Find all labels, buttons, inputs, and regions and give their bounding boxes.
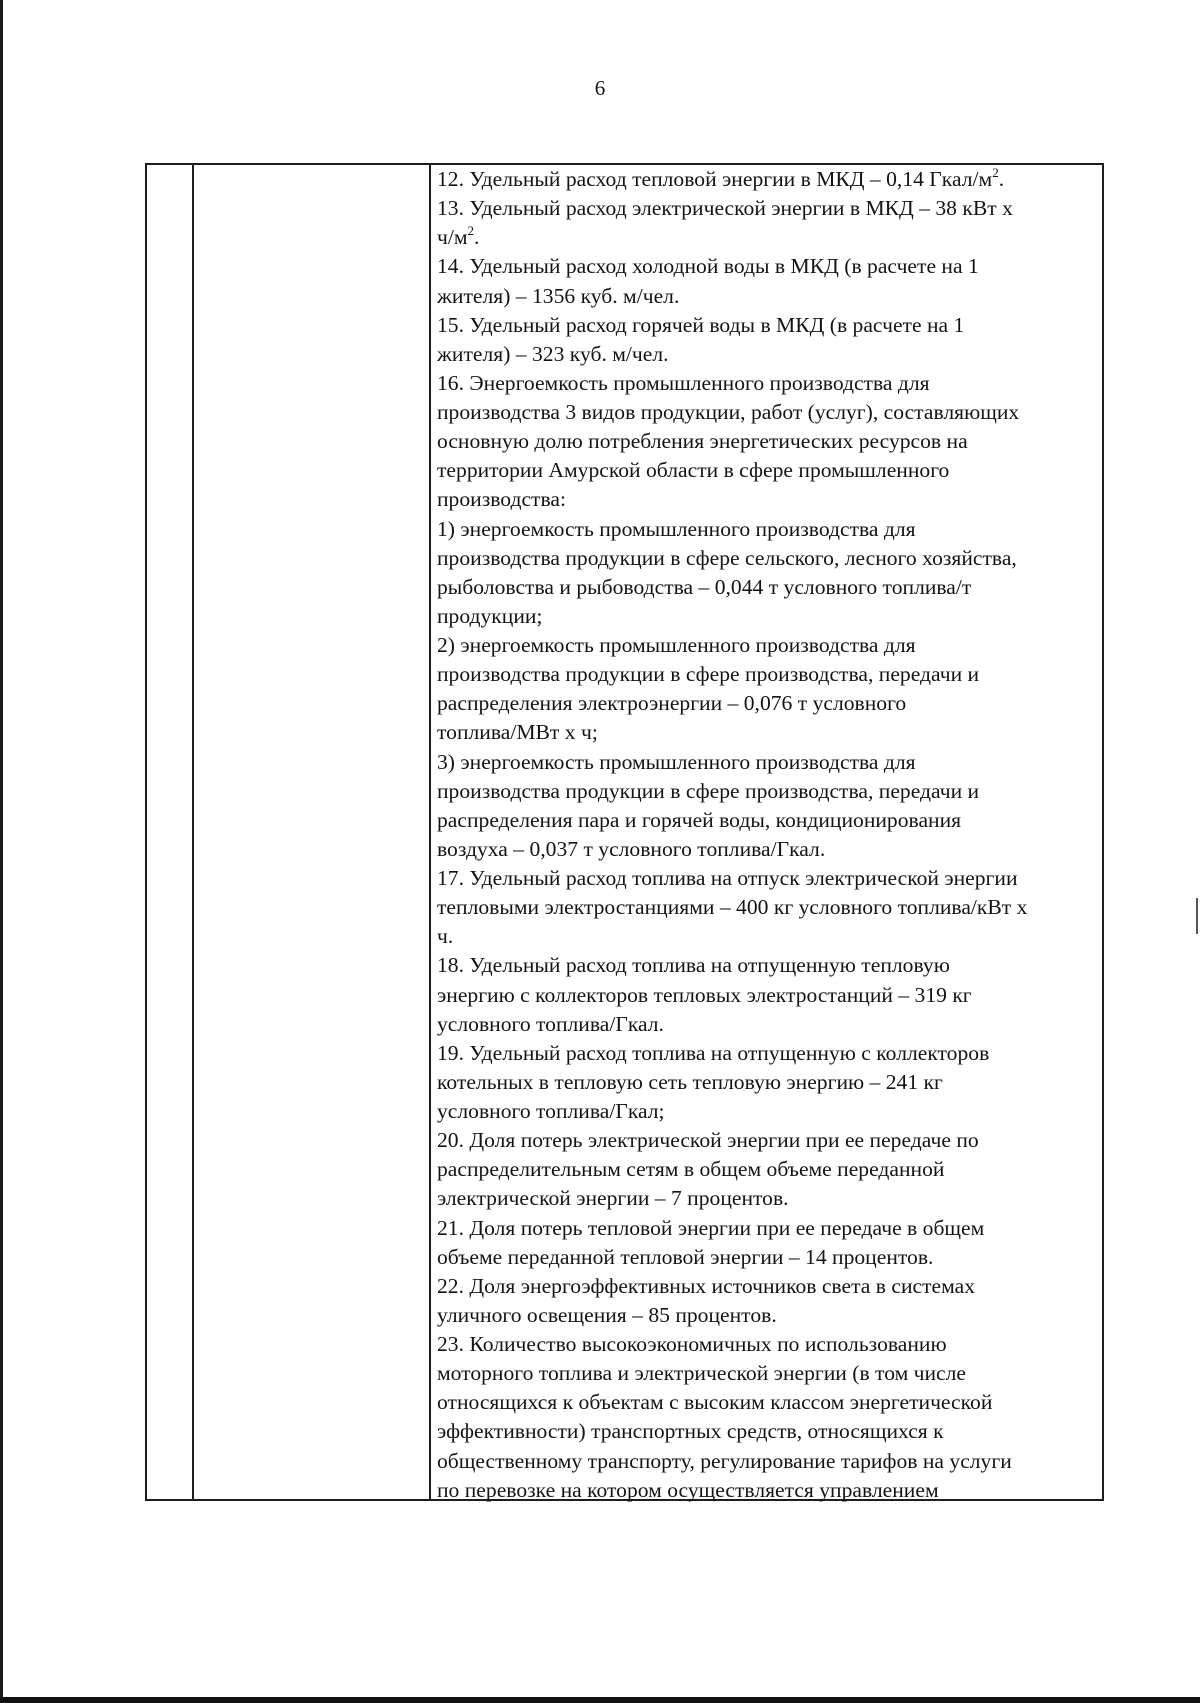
text-line — [437, 1155, 1100, 1184]
line-text: 17. Удельный расход топлива на отпуск электрической энергии — [437, 866, 1018, 890]
line-text: котельных в тепловую сеть тепловую энергию – 241 кг — [437, 1069, 943, 1094]
line-text: 21. Доля потерь тепловой энергии при ее передаче в общем — [437, 1215, 985, 1240]
text-line — [437, 1272, 1100, 1301]
continuation-table — [145, 163, 1104, 1501]
text-line — [437, 485, 1100, 514]
text-line — [437, 427, 1100, 456]
line-text: 18. Удельный расход топлива на отпущенную тепловую — [437, 953, 950, 978]
line-text: 3) энергоемкость промышленного производства для — [437, 749, 916, 774]
text-line — [437, 777, 1100, 806]
line-text: производства: — [437, 487, 566, 512]
text-line — [437, 718, 1100, 747]
line-text: воздуха – 0,037 т условного топлива/Гкал. — [437, 836, 826, 861]
text-line — [437, 1126, 1100, 1155]
line-text: распределительным сетям в общем объеме переданной — [437, 1157, 945, 1182]
text-line — [437, 806, 1100, 835]
line-text: производства продукции в сфере производства, передачи и — [437, 662, 980, 687]
text-line — [437, 282, 1100, 311]
text-line — [437, 252, 1100, 281]
line-text: продукции; — [437, 603, 543, 628]
scan-left-edge — [0, 0, 3, 1703]
text-line — [437, 1330, 1100, 1359]
text-line — [437, 1068, 1100, 1097]
line-suffix: . — [998, 167, 1005, 191]
text-line — [437, 1097, 1100, 1126]
text-line — [437, 340, 1100, 369]
text-line — [437, 981, 1100, 1010]
line-text: 23. Количество высокоэкономичных по использованию — [437, 1332, 947, 1356]
text-line — [437, 456, 1100, 485]
text-line — [437, 893, 1100, 922]
line-text: условного топлива/Гкал; — [437, 1099, 665, 1123]
column-divider-2 — [429, 165, 431, 1499]
line-text: жителя) – 323 куб. м/чел. — [437, 341, 669, 366]
line-text: условного топлива/Гкал. — [437, 1011, 664, 1036]
line-text: относящихся к объектам с высоким классом энергетической — [437, 1390, 993, 1415]
text-line — [437, 1359, 1100, 1388]
text-line — [437, 1214, 1100, 1243]
text-line — [437, 544, 1100, 573]
line-text: основную долю потребления энергетических ресурсов на — [437, 429, 968, 454]
text-line — [437, 1010, 1100, 1039]
line-text: производства продукции в сфере производства, передачи и — [437, 778, 980, 803]
text-line — [437, 515, 1100, 544]
text-line — [437, 311, 1100, 340]
text-line — [437, 398, 1100, 427]
text-line — [437, 1243, 1100, 1272]
text-line — [437, 1301, 1100, 1330]
scan-bottom-edge — [0, 1697, 1200, 1703]
text-line — [437, 922, 1100, 951]
text-line — [437, 835, 1100, 864]
line-text: распределения электроэнергии – 0,076 т условного — [437, 691, 907, 716]
line-text: ч. — [437, 924, 454, 949]
line-text: электрической энергии – 7 процентов. — [437, 1186, 789, 1211]
line-text: 20. Доля потерь электрической энергии при ее передаче по — [437, 1128, 979, 1153]
text-line — [437, 573, 1100, 602]
text-line — [437, 369, 1100, 398]
line-text: территории Амурской области в сфере промышленного — [437, 458, 950, 483]
line-text: производства 3 видов продукции, работ (услуг), составляющих — [437, 400, 1020, 424]
line-text: уличного освещения – 85 процентов. — [437, 1302, 777, 1327]
column-divider-1 — [192, 165, 194, 1499]
line-text: по перевозке на котором осуществляется управлением — [437, 1477, 939, 1502]
line-text: производства продукции в сфере сельского, лесного хозяйства, — [437, 545, 1017, 570]
line-text: жителя) – 1356 куб. м/чел. — [437, 283, 680, 308]
line-text: эффективности) транспортных средств, относящихся к — [437, 1419, 944, 1444]
line-text: распределения пара и горячей воды, кондиционирования — [437, 807, 962, 832]
line-text: моторного топлива и электрической энергии (в том числе — [437, 1361, 967, 1386]
text-line — [437, 864, 1100, 893]
superscript: 2 — [992, 165, 999, 180]
line-text: топлива/МВт х ч; — [437, 720, 598, 745]
line-text: 22. Доля энергоэффективных источников света в системах — [437, 1273, 976, 1298]
line-text: 19. Удельный расход топлива на отпущенную с коллекторов — [437, 1040, 990, 1065]
scan-margin-mark — [1196, 898, 1198, 934]
text-line — [437, 194, 1100, 223]
text-line — [437, 748, 1100, 777]
text-line — [437, 951, 1100, 980]
text-line — [437, 1184, 1100, 1213]
text-line — [437, 689, 1100, 718]
text-line — [437, 1447, 1100, 1476]
line-text: 12. Удельный расход тепловой энергии в МКД – 0,14 Гкал/м — [437, 167, 993, 191]
line-text: рыболовства и рыбоводства – 0,044 т условного топлива/т — [437, 574, 972, 599]
superscript: 2 — [467, 223, 475, 239]
text-line — [437, 1039, 1100, 1068]
line-text: ч/м — [437, 225, 468, 250]
text-line — [437, 223, 1100, 252]
line-text: 14. Удельный расход холодной воды в МКД (в расчете на 1 — [437, 254, 979, 279]
line-text: тепловыми электростанциями – 400 кг условного топлива/кВт х — [437, 895, 1028, 920]
text-line — [437, 660, 1100, 689]
line-text: 2) энергоемкость промышленного производства для — [437, 633, 916, 657]
line-suffix: . — [474, 225, 480, 250]
text-line — [437, 165, 1100, 194]
text-line — [437, 1388, 1100, 1417]
text-line — [437, 1417, 1100, 1446]
line-text: объеме переданной тепловой энергии – 14 процентов. — [437, 1244, 934, 1269]
text-line — [437, 602, 1100, 631]
line-text: 16. Энергоемкость промышленного производства для — [437, 370, 930, 395]
line-text: 1) энергоемкость промышленного производства для — [437, 516, 916, 541]
text-line — [437, 1476, 1100, 1505]
line-text: энергию с коллекторов тепловых электростанций – 319 кг — [437, 982, 972, 1007]
line-text: 15. Удельный расход горячей воды в МКД (в расчете на 1 — [437, 312, 965, 337]
page-number: 6 — [594, 76, 606, 100]
indicators-cell — [437, 165, 1100, 1505]
line-text: 13. Удельный расход электрической энергии в МКД – 38 кВт х — [437, 196, 1013, 221]
line-text: общественному транспорту, регулирование тарифов на услуги — [437, 1448, 1012, 1473]
text-line — [437, 631, 1100, 660]
